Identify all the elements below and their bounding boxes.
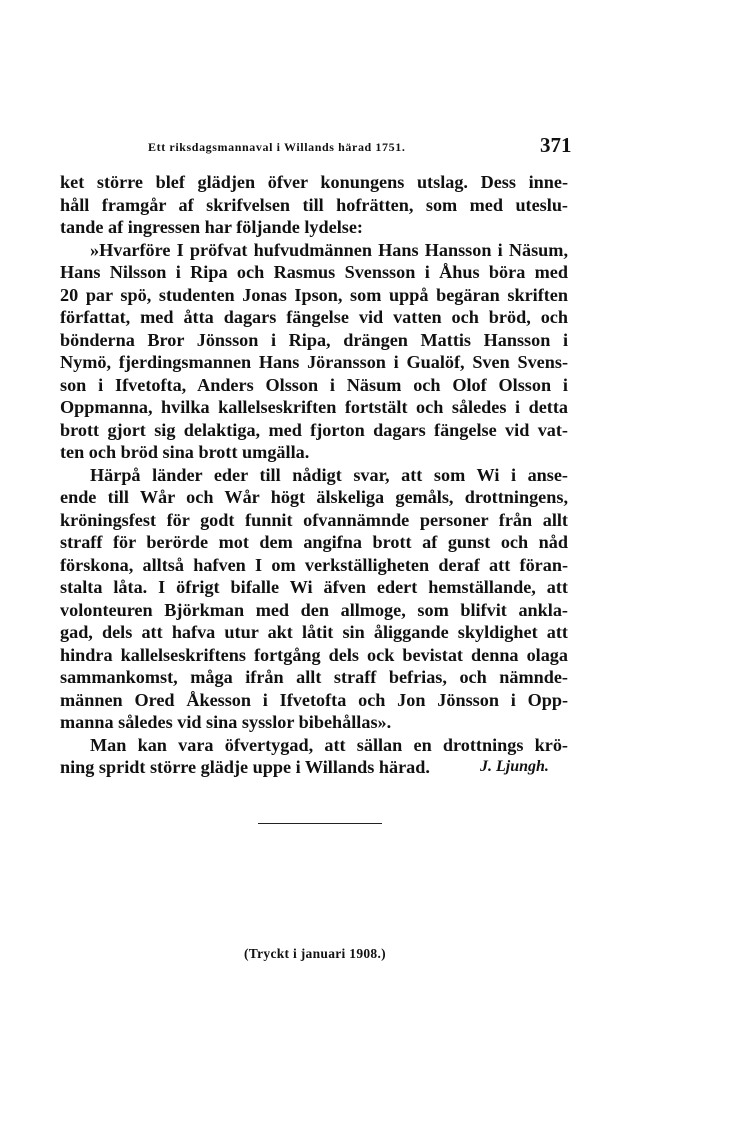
body-text: [60, 171, 568, 779]
text-line: tande af ingressen har följande lydelse:: [60, 217, 363, 237]
text-line: »Hvarföre I pröfvat hufvudmännen Hans Hansson i Näsum,: [90, 239, 568, 260]
text-line: Härpå länder eder till nådigt svar, att som Wi i anse-: [90, 464, 568, 485]
text-line: Oppmanna, hvilka kallelseskriften fortstält och således i detta: [60, 397, 568, 417]
text-line: Man kan vara öfvertygad, att sällan en drottnings krö-: [90, 734, 568, 755]
text-line: son i Ifvetofta, Anders Olsson i Näsum och Olof Olsson i: [60, 374, 568, 395]
text-line: ning spridt större glädje uppe i Willands härad.: [60, 757, 430, 777]
text-line: sammankomst, måga ifrån allt straff befrias, och nämnde-: [60, 667, 568, 687]
text-line: brott gjort sig delaktiga, med fjorton dagars fängelse vid vat-: [60, 419, 568, 440]
text-line: volonteuren Björkman med den allmoge, som blifvit ankla-: [60, 599, 568, 620]
text-line: stalta låta. I öfrigt bifalle Wi äfven edert hemställande, att: [60, 577, 568, 597]
running-title: Ett riksdagsmannaval i Willands härad 1751.: [148, 140, 406, 154]
text-line: Hans Nilsson i Ripa och Rasmus Svensson i Åhus böra med: [60, 262, 568, 282]
text-line: bönderna Bror Jönsson i Ripa, drängen Mattis Hansson i: [60, 329, 568, 350]
text-line: ket större blef glädjen öfver konungens utslag. Dess inne-: [60, 172, 568, 192]
text-line: ten och bröd sina brott umgälla.: [60, 442, 310, 462]
section-divider: [258, 823, 382, 824]
text-line: Nymö, fjerdingsmannen Hans Jöransson i Gualöf, Sven Svens-: [60, 352, 568, 372]
text-line: 20 par spö, studenten Jonas Ipson, som uppå begäran skriften: [60, 284, 568, 305]
text-line: kröningsfest för godt funnit ofvannämnde personer från allt: [60, 509, 568, 530]
text-line: förskona, alltså hafven I om verkställigheten deraf att föran-: [60, 554, 568, 575]
print-date-note: (Tryckt i januari 1908.): [244, 946, 386, 961]
text-line: författat, med åtta dagars fängelse vid vatten och bröd, och: [60, 307, 568, 327]
text-line: manna således vid sina sysslor bibehållas».: [60, 712, 392, 732]
text-line: gad, dels att hafva utur akt låtit sin åliggande skyldighet att: [60, 622, 568, 642]
page-number: 371: [540, 133, 572, 157]
text-line: håll framgår af skrifvelsen till hofrätten, som med uteslu-: [60, 194, 568, 215]
text-line: straff för berörde mot dem angifna brott af gunst och nåd: [60, 532, 568, 552]
text-line: hindra kallelseskriftens fortgång dels ock bevistat denna olaga: [60, 644, 568, 665]
text-line: männen Ored Åkesson i Ifvetofta och Jon Jönsson i Opp-: [60, 689, 568, 710]
author-signature: J. Ljungh.: [480, 758, 549, 775]
text-line: ende till Wår och Wår högt älskeliga gemåls, drottningens,: [60, 487, 568, 507]
